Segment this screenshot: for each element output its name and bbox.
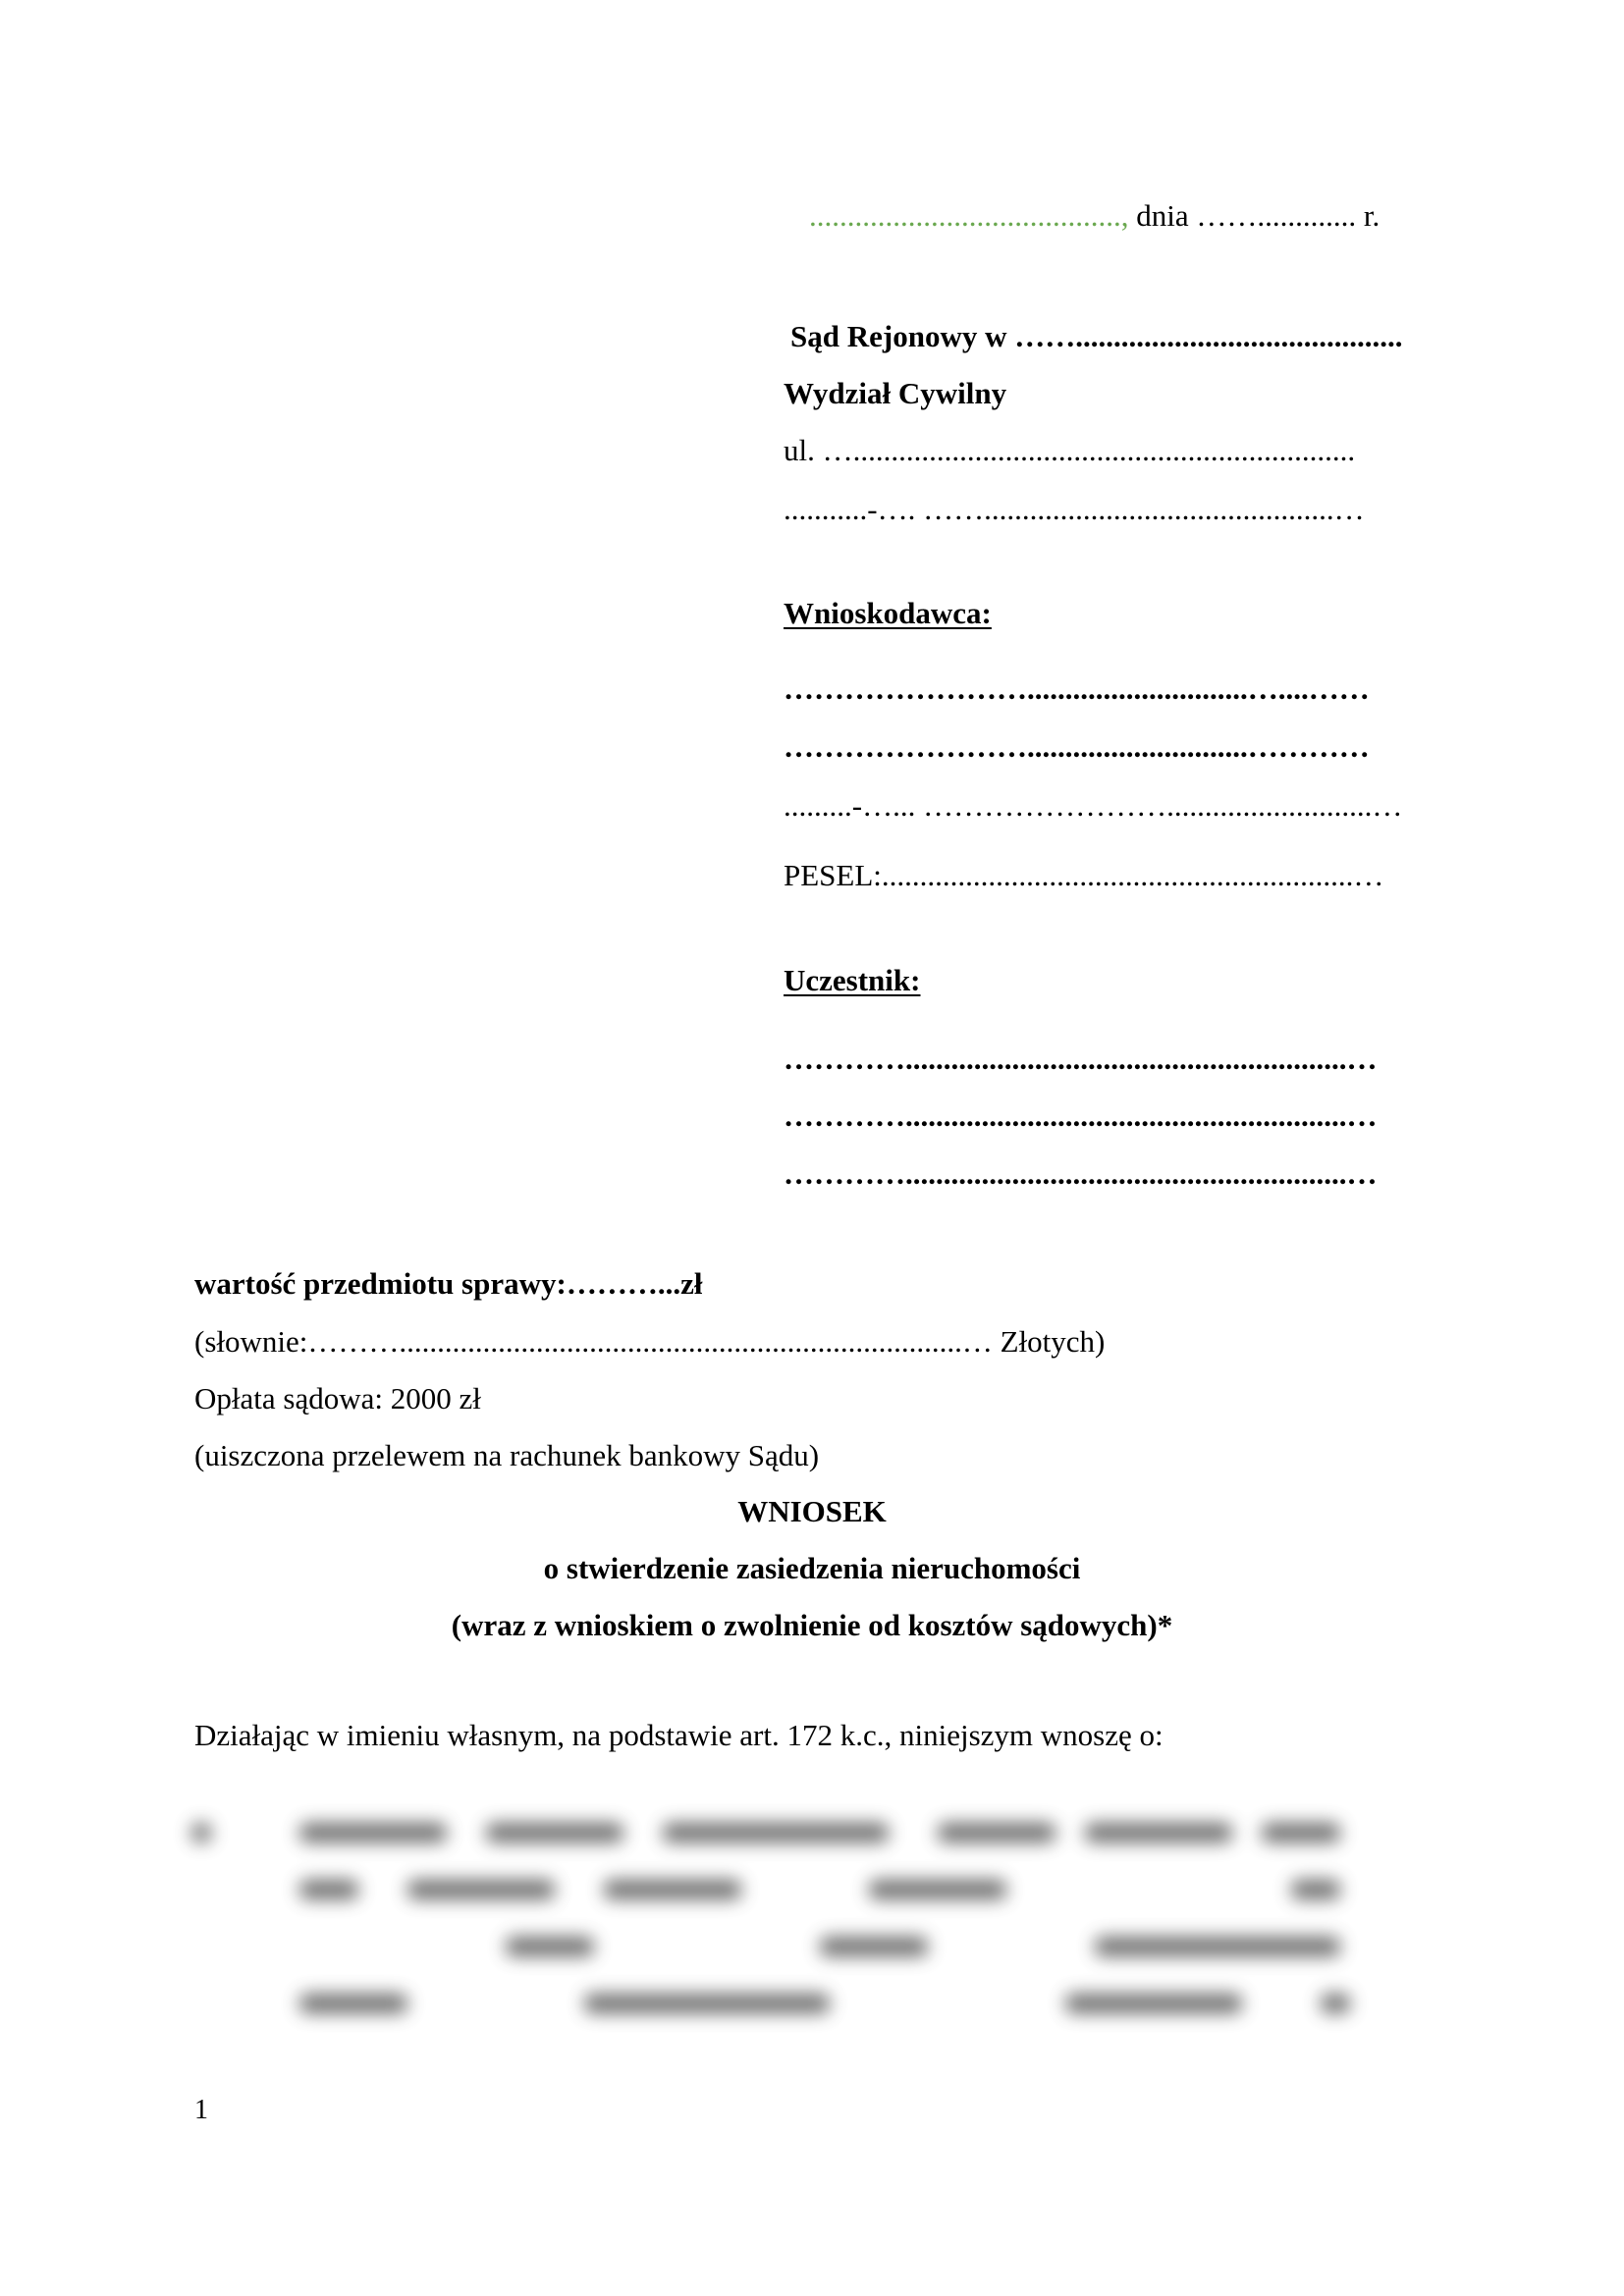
participant-heading: Uczestnik:	[784, 963, 921, 997]
document-title-note: (wraz z wnioskiem o zwolnienie od kosztów sądowych)*	[451, 1608, 1173, 1642]
applicant-line-3: .........-…... ……………………...........................…	[784, 788, 1403, 823]
participant-line-1: …………..........................................................…	[784, 1041, 1378, 1076]
applicant-line-1: …………………….............................…....……	[784, 671, 1370, 706]
place-placeholder: .........................................,	[809, 198, 1129, 233]
court-department: Wydział Cywilny	[784, 376, 1007, 410]
place-date-line	[809, 200, 1380, 231]
document-subtitle: o stwierdzenie zasiedzenia nieruchomości	[543, 1551, 1081, 1585]
court-postal-city: ...........-…. ……..............................................…	[784, 492, 1365, 526]
case-value-in-words: (słownie:………..........................................................................… Złotych)	[194, 1324, 1106, 1359]
court-street: ul. …..................................................................	[784, 433, 1356, 467]
blurred-paragraph	[191, 1811, 1448, 2066]
document-title: WNIOSEK	[737, 1494, 887, 1528]
applicant-line-2: …………………….............................…………	[784, 729, 1370, 764]
page-number: 1	[194, 2095, 208, 2125]
body-intro: Działając w imieniu własnym, na podstawie art. 172 k.c., niniejszym wnoszę o:	[194, 1718, 1164, 1752]
court-name: Sąd Rejonowy w ……...........................................	[790, 319, 1403, 353]
case-value-label: wartość przedmiotu sprawy:………...zł	[194, 1266, 703, 1301]
date-text: dnia ……............. r.	[1128, 198, 1380, 233]
court-fee: Opłata sądowa: 2000 zł	[194, 1381, 481, 1415]
applicant-heading: Wnioskodawca:	[784, 596, 992, 630]
court-fee-note: (uiszczona przelewem na rachunek bankowy Sądu)	[194, 1438, 820, 1472]
applicant-pesel: PESEL:..............................................................…	[784, 858, 1384, 892]
participant-line-3: …………..........................................................…	[784, 1156, 1378, 1191]
participant-line-2: …………..........................................................…	[784, 1098, 1378, 1133]
